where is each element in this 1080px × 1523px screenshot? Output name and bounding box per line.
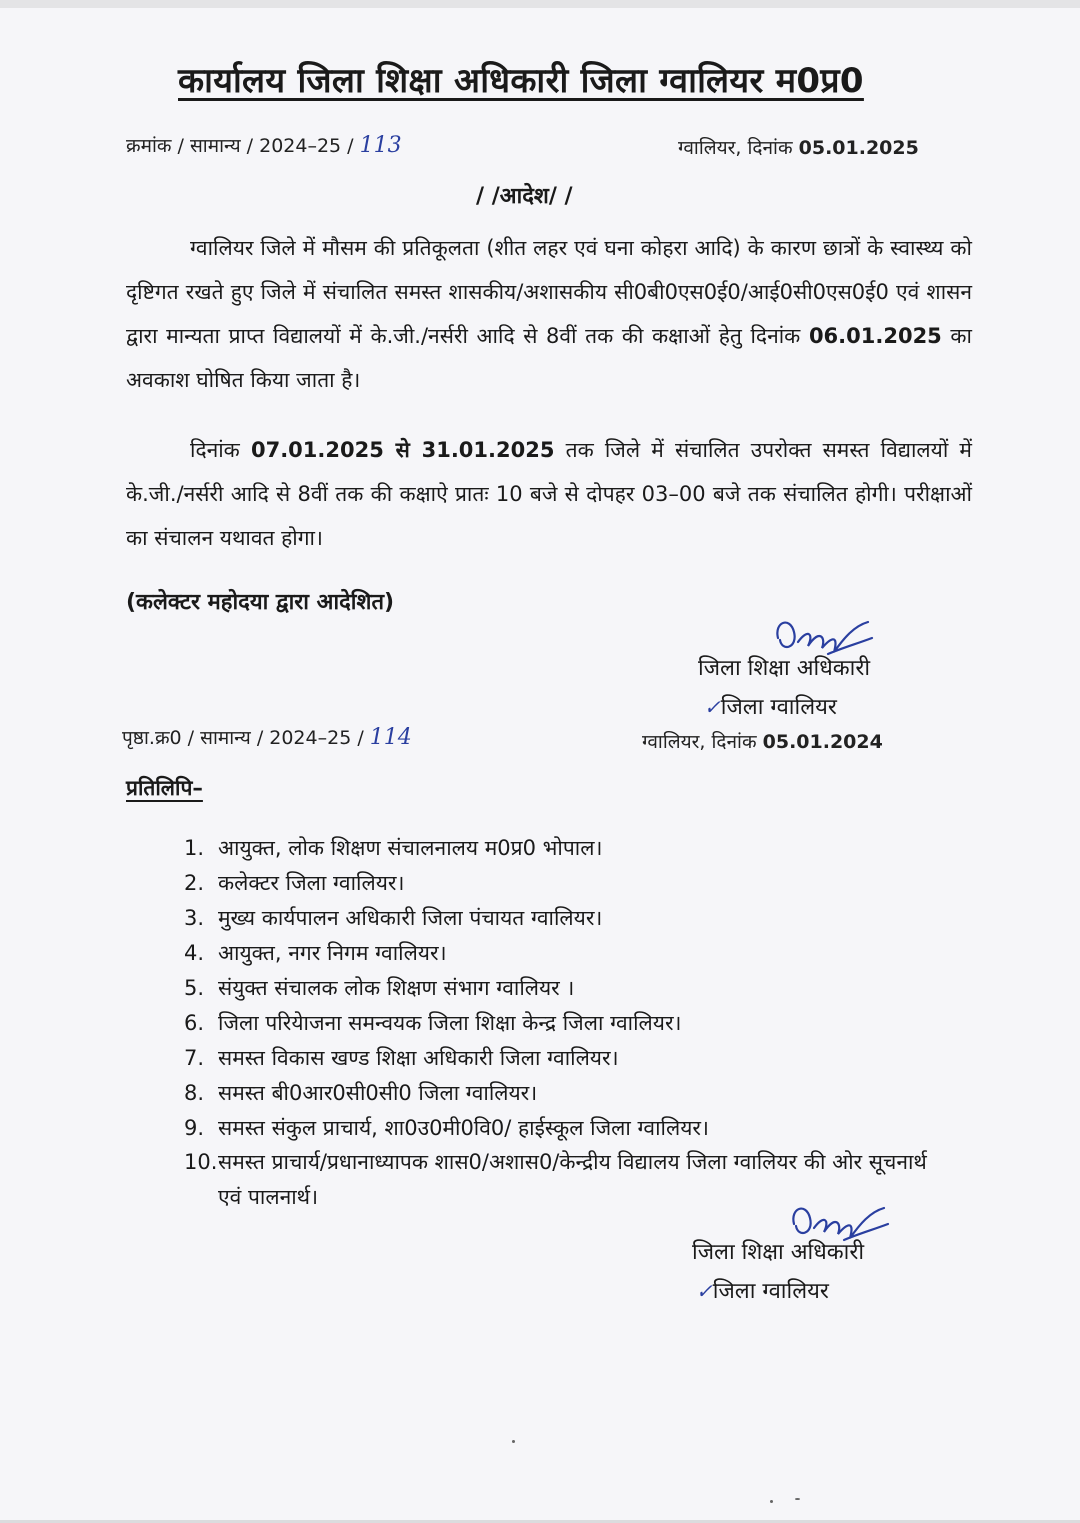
endorsement-place-date-label: ग्वालियर, दिनांक bbox=[642, 731, 757, 753]
document-page bbox=[0, 8, 1080, 1520]
list-item-text: समस्त बी0आर0सी0सी0 जिला ग्वालियर। bbox=[218, 1080, 538, 1105]
list-item-text: समस्त संकुल प्राचार्य, शा0उ0मी0वि0/ हाईस्कूल जिला ग्वालियर। bbox=[218, 1115, 709, 1140]
order-paragraph-2 bbox=[126, 428, 972, 560]
list-item bbox=[184, 935, 964, 970]
tick-mark-icon: ✓ bbox=[704, 695, 721, 719]
order-paragraph-1 bbox=[126, 226, 972, 402]
collector-note: (कलेक्टर महोदया द्वारा आदेशित) bbox=[126, 590, 395, 615]
endorsement-number-label: पृष्ठा.क्र0 / सामान्य / 2024–25 / bbox=[122, 727, 364, 749]
list-item bbox=[184, 865, 964, 900]
signature-2-designation: जिला शिक्षा अधिकारी bbox=[692, 1240, 865, 1265]
list-item-number: 1. bbox=[184, 835, 205, 860]
list-item bbox=[184, 1075, 964, 1110]
list-item bbox=[184, 1005, 964, 1040]
list-item-number: 7. bbox=[184, 1045, 205, 1070]
list-item bbox=[184, 830, 964, 865]
list-item-number: 6. bbox=[184, 1010, 205, 1035]
signature-1-district: जिला ग्वालियर bbox=[720, 695, 837, 720]
signature-block-1 bbox=[698, 650, 870, 727]
list-item bbox=[184, 900, 964, 935]
signature-2-district-line bbox=[692, 1272, 864, 1311]
tick-mark-icon: ✓ bbox=[696, 1279, 713, 1303]
list-item-text: जिला परियेाजना समन्वयक जिला शिक्षा केन्द्र जिला ग्वालियर। bbox=[218, 1010, 682, 1035]
list-item-number: 3. bbox=[184, 905, 205, 930]
list-item-number: 8. bbox=[184, 1080, 205, 1105]
endorsement-date: 05.01.2024 bbox=[762, 731, 883, 753]
signature-1-district-line bbox=[698, 688, 870, 727]
list-item bbox=[184, 1040, 964, 1075]
order-number-label: क्रमांक / सामान्य / 2024–25 / bbox=[126, 135, 354, 157]
period-end-date: 31.01.2025 bbox=[421, 438, 555, 462]
list-item-number: 9. bbox=[184, 1115, 205, 1140]
list-item bbox=[184, 970, 964, 1005]
list-item-number: 4. bbox=[184, 940, 205, 965]
order-heading: / /आदेश/ / bbox=[476, 184, 573, 209]
endorsement-number-handwritten: 114 bbox=[369, 725, 412, 750]
order-place-date-label: ग्वालियर, दिनांक bbox=[678, 137, 793, 159]
order-number-handwritten: 113 bbox=[359, 133, 402, 158]
list-item-text: कलेक्टर जिला ग्वालियर। bbox=[218, 870, 405, 895]
list-item-number: 5. bbox=[184, 975, 205, 1000]
holiday-date: 06.01.2025 bbox=[808, 324, 942, 348]
signature-block-2 bbox=[692, 1234, 864, 1311]
list-item-text: समस्त प्राचार्य/प्रधानाध्यापक शास0/अशास0/केन्द्रीय विद्यालय जिला ग्वालियर की ओर सूचनार्थ एवं पालनार्थ। bbox=[218, 1150, 927, 1209]
para2-text-b: तक जिले में संचालित उपरोक्त समस्त विद्यालयों में के.जी./नर्सरी आदि से 8वीं तक की कक्षाऐ प्रातः 10 बजे से दोपहर 03–00 बजे तक संचालित होगी। परीक्षाओं का संचालन यथावत होगा। bbox=[126, 438, 972, 550]
list-item-number: 2. bbox=[184, 870, 205, 895]
endorsement-place-date bbox=[642, 728, 883, 754]
period-start-date: 07.01.2025 bbox=[250, 438, 384, 462]
signature-2-district: जिला ग्वालियर bbox=[712, 1279, 829, 1304]
order-number bbox=[126, 132, 402, 158]
page-top-edge bbox=[0, 0, 1080, 8]
list-item-text: समस्त विकास खण्ड शिक्षा अधिकारी जिला ग्वालियर। bbox=[218, 1045, 619, 1070]
scan-speck bbox=[770, 1500, 773, 1503]
list-item-text: संयुक्त संचालक लोक शिक्षण संभाग ग्वालियर । bbox=[218, 975, 575, 1000]
scan-speck bbox=[795, 1498, 800, 1500]
copy-heading: प्रतिलिपि– bbox=[126, 776, 203, 800]
list-item-text: मुख्य कार्यपालन अधिकारी जिला पंचायत ग्वालियर। bbox=[218, 905, 603, 930]
list-item bbox=[184, 1110, 964, 1145]
list-item-text: आयुक्त, नगर निगम ग्वालियर। bbox=[218, 940, 447, 965]
signature-1-designation: जिला शिक्षा अधिकारी bbox=[698, 656, 871, 681]
distribution-list bbox=[184, 830, 964, 1215]
scan-speck bbox=[512, 1440, 515, 1443]
para1-text-b: का अवकाश घोषित किया जाता है। bbox=[126, 324, 972, 392]
list-item-text: आयुक्त, लोक शिक्षण संचालनालय म0प्र0 भोपाल। bbox=[218, 835, 603, 860]
para2-text-a: दिनांक bbox=[190, 438, 251, 462]
para1-text-a: ग्वालियर जिले में मौसम की प्रतिकूलता (शीत लहर एवं घना कोहरा आदि) के कारण छात्रों के स्वास्थ्य को दृष्टिगत रखते हुए जिले में संचालित समस्त शासकीय/अशासकीय सी0बी0एस0ई0/आई0सी0एस0ई0 एवं शासन द्वारा मान्यता प्राप्त विद्यालयों में के.जी./नर्सरी आदि से 8वीं तक की कक्षाओं हेतु दिनांक bbox=[126, 236, 972, 348]
order-date: 05.01.2025 bbox=[798, 137, 919, 159]
office-title: कार्यालय जिला शिक्षा अधिकारी जिला ग्वालियर म0प्र0 bbox=[178, 61, 864, 101]
list-item-number: 10. bbox=[184, 1150, 218, 1174]
endorsement-number bbox=[122, 724, 412, 750]
period-joiner: से bbox=[383, 438, 422, 462]
order-place-date bbox=[678, 134, 919, 160]
